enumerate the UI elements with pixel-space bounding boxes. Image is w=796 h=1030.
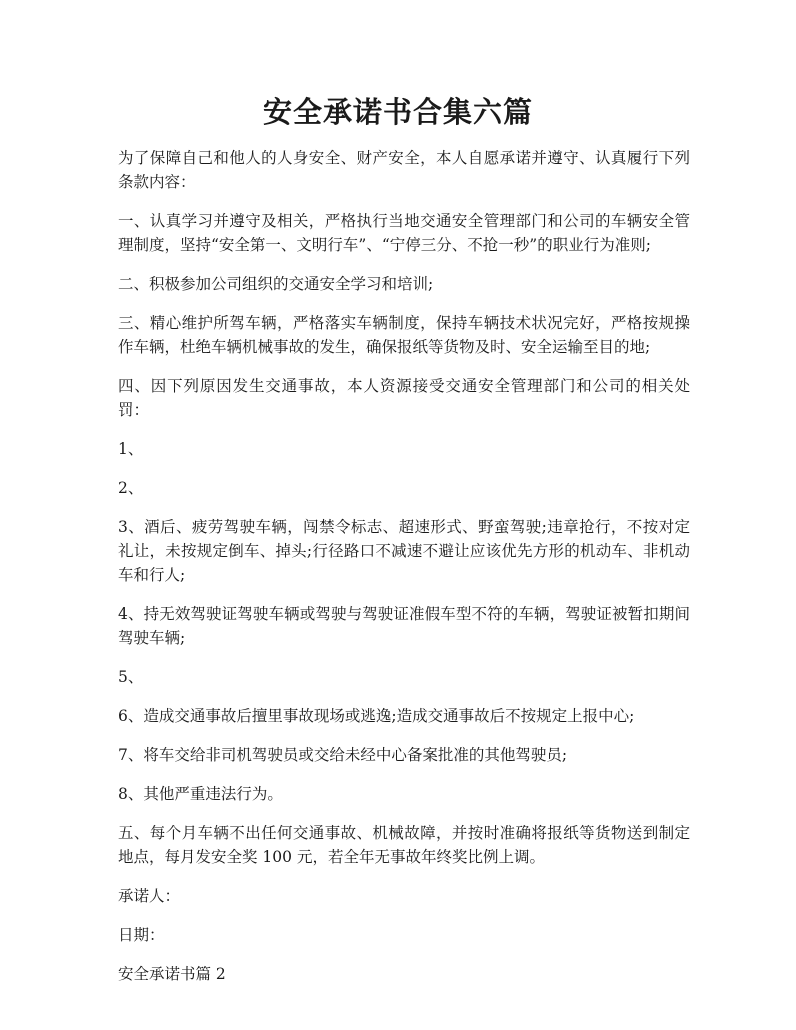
date-label: 日期：	[118, 926, 165, 944]
next-section-heading: 安全承诺书篇 2	[118, 965, 226, 983]
sub-item-3: 3、酒后、疲劳驾驶车辆，闯禁令标志、超速形式、野蛮驾驶;违章抢行，不按对定礼让，未按规定倒车、掉头;行径路口不减速不避让应该优先方形的机动车、非机动车和行人;	[118, 518, 690, 584]
document-title: 安全承诺书合集六篇	[262, 95, 533, 129]
clause-2: 二、积极参加公司组织的交通安全学习和培训;	[118, 275, 434, 293]
clause-1: 一、认真学习并遵守及相关，严格执行当地交通安全管理部门和公司的车辆安全管理制度，坚持“安全第一、文明行车”、“宁停三分、不抢一秒”的职业行为准则;	[118, 212, 690, 254]
signatory-label: 承诺人：	[118, 887, 181, 905]
sub-item-4: 4、持无效驾驶证驾驶车辆或驾驶与驾驶证准假车型不符的车辆，驾驶证被暂扣期间驾驶车辆;	[118, 605, 690, 647]
sub-item-1: 1、	[118, 440, 144, 458]
sub-item-6: 6、造成交通事故后擅里事故现场或逃逸;造成交通事故后不按规定上报中心;	[118, 707, 635, 725]
clause-5: 五、每个月车辆不出任何交通事故、机械故障，并按时准确将报纸等货物送到制定地点，每月发安全奖 100 元，若全年无事故年终奖比例上调。	[118, 824, 690, 866]
sub-item-5: 5、	[118, 668, 144, 686]
sub-item-7: 7、将车交给非司机驾驶员或交给未经中心备案批准的其他驾驶员;	[118, 746, 568, 764]
document-body	[118, 146, 690, 1001]
sub-item-8: 8、其他严重违法行为。	[118, 785, 283, 803]
sub-item-2: 2、	[118, 479, 144, 497]
intro-paragraph: 为了保障自己和他人的人身安全、财产安全，本人自愿承诺并遵守、认真履行下列条款内容：	[118, 149, 690, 191]
clause-4: 四、因下列原因发生交通事故，本人资源接受交通安全管理部门和公司的相关处罚：	[118, 377, 690, 419]
clause-3: 三、精心维护所驾车辆，严格落实车辆制度，保持车辆技术状况完好，严格按规操作车辆，杜绝车辆机械事故的发生，确保报纸等货物及时、安全运输至目的地;	[118, 314, 690, 356]
